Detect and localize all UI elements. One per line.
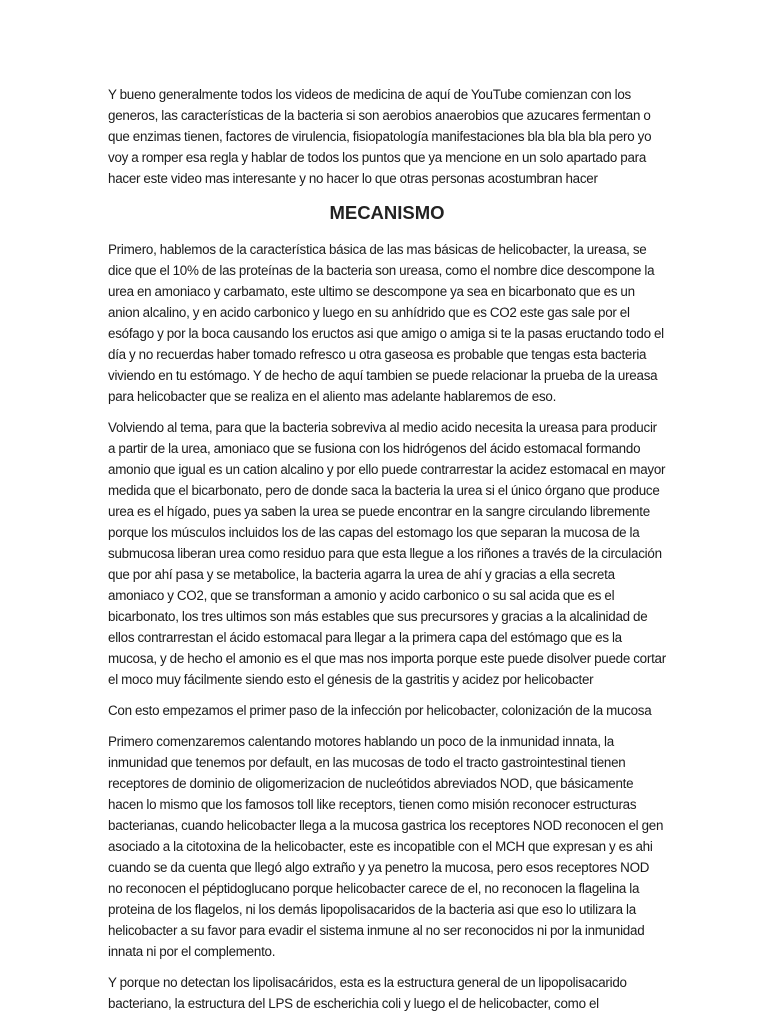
paragraph-innate-immunity: Primero comenzaremos calentando motores hablando un poco de la inmunidad innata, la inmunidad que tenemos por default, en las mucosas de todo el tracto gastrointestinal tienen receptores de dominio de oligomerizacion de nucleótidos abreviados NOD, que básicamente hacen lo mismo que los famosos toll like receptors, tienen como misión reconocer estructuras bacterianas, cuando helicobacter llega a la mucosa gastrica los receptores NOD reconocen el gen asociado a la citotoxina de la helicobacter, este es incopatible con el MCH que expresan y es ahi cuando se da cuenta que llegó algo extraño y ya penetro la mucosa, pero esos receptores NOD no reconocen el péptidoglucano porque helicobacter carece de el, no reconocen la flagelina la proteina de los flagelos, ni los demás lipopolisacaridos de la bacteria asi que eso lo utilizara la helicobacter a su favor para evadir el sistema inmune al no ser reconocidos ni por la inmunidad innata ni por el complemento. [108, 734, 664, 959]
paragraph-colonization: Con esto empezamos el primer paso de la infección por helicobacter, colonización de la mucosa [108, 703, 652, 718]
paragraph-lps: Y porque no detectan los lipolisacáridos, esta es la estructura general de un lipopolisacarido bacteriano, la estructura del LPS de escherichia coli y luego el de helicobacter, como el [108, 975, 627, 1011]
section-heading: MECANISMO [329, 202, 445, 223]
intro-paragraph: Y bueno generalmente todos los videos de medicina de aquí de YouTube comienzan con los generos, las características de la bacteria si son aerobios anaerobios que azucares fermentan o que enzimas tienen, factores de virulencia, fisiopatología manifestaciones bla bla bla bla pero yo voy a romper esa regla y hablar de todos los puntos que ya mencione en un solo apartado para hacer este video mas interesante y no hacer lo que otras personas acostumbran hacer [108, 87, 652, 186]
paragraph-ureasa: Primero, hablemos de la característica básica de las mas básicas de helicobacter, la ureasa, se dice que el 10% de las proteínas de la bacteria son ureasa, como el nombre dice descompone la urea en amoniaco y carbamato, este ultimo se descompone ya sea en bicarbonato que es un anion alcalino, y en acido carbonico y luego en su anhídrido que es CO2 este gas sale por el esófago y por la boca causando los eructos asi que amigo o amiga si te la pasas eructando todo el día y no recuerdas haber tomado refresco u otra gaseosa es probable que tengas esta bacteria viviendo en tu estómago. Y de hecho de aquí tambien se puede relacionar la prueba de la ureasa para helicobacter que se realiza en el aliento mas adelante hablaremos de eso. [108, 242, 664, 404]
paragraph-acid-survival: Volviendo al tema, para que la bacteria sobreviva al medio acido necesita la ureasa para producir a partir de la urea, amoniaco que se fusiona con los hidrógenos del ácido estomacal formando amonio que igual es un cation alcalino y por ello puede contrarrestar la acidez estomacal en mayor medida que el bicarbonato, pero de donde saca la bacteria la urea si el único órgano que produce urea es el hígado, pues ya saben la urea se puede encontrar en la sangre circulando libremente porque los músculos incluidos los de las capas del estomago los que separan la mucosa de la submucosa liberan urea como residuo para que esta llegue a los riñones a través de la circulación que por ahí pasa y se metabolice, la bacteria agarra la urea de ahí y gracias a ella secreta amoniaco y CO2, que se transforman a amonio y acido carbonico o su sal acida que es el bicarbonato, los tres ultimos son más estables que sus precursores y gracias a la alcalinidad de ellos contrarrestan el ácido estomacal para llegar a la primera capa del estómago que es la mucosa, y de hecho el amonio es el que mas nos importa porque este puede disolver puede cortar el moco muy fácilmente siendo esto el génesis de la gastritis y acidez por helicobacter [108, 420, 666, 687]
document-page [108, 84, 666, 1024]
